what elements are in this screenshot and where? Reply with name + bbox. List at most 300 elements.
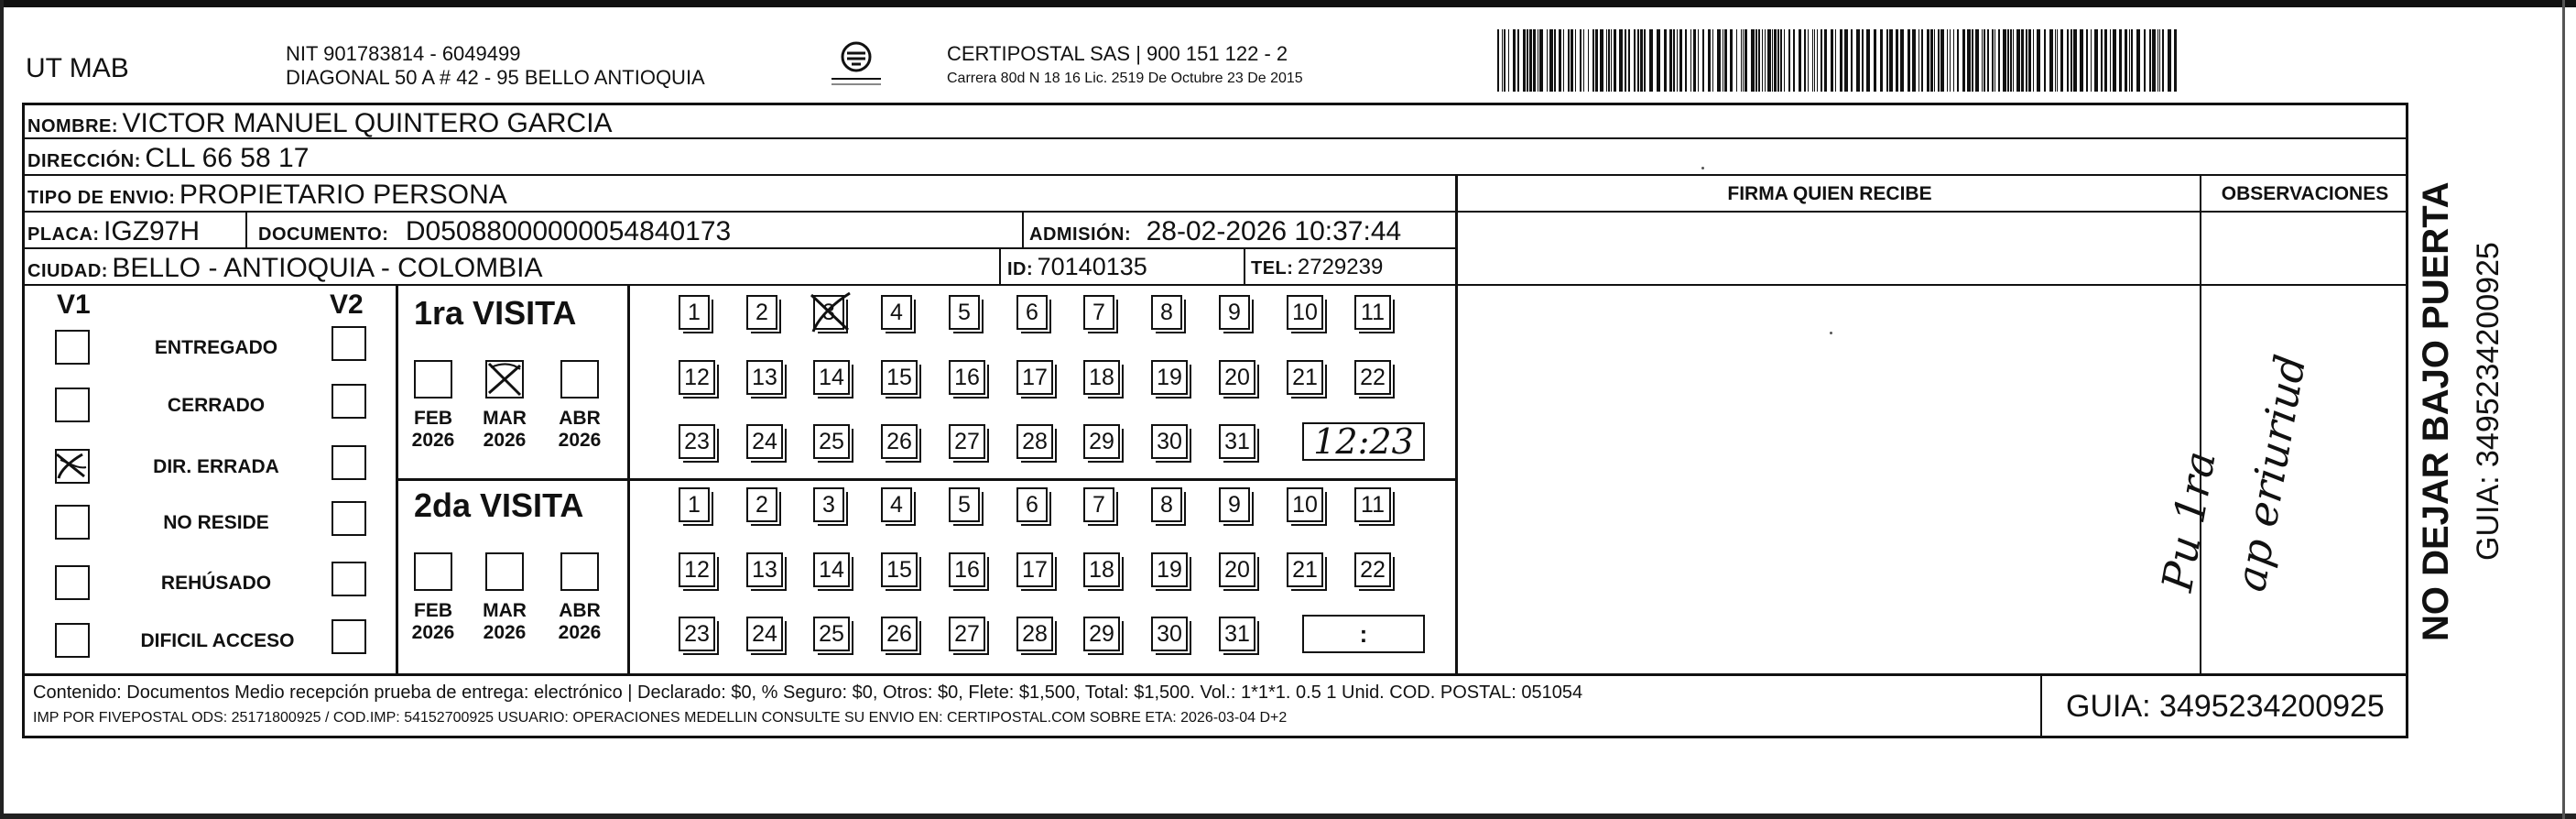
- day-box[interactable]: 8: [1151, 487, 1182, 522]
- direccion-label: DIRECCIÓN:: [27, 151, 141, 171]
- v2-checkbox[interactable]: [332, 384, 366, 419]
- barcode-bar: [2003, 29, 2006, 92]
- barcode-bar: [1762, 29, 1763, 92]
- documento-label: DOCUMENTO:: [258, 224, 389, 245]
- barcode-bar: [1527, 29, 1528, 92]
- day-box[interactable]: 8: [1151, 295, 1182, 330]
- admision-value: 28-02-2026 10:37:44: [1146, 216, 1402, 246]
- barcode-bar: [1927, 29, 1929, 92]
- barcode-bar: [1644, 29, 1646, 92]
- barcode-bar: [1784, 29, 1785, 92]
- v1-checkbox[interactable]: [55, 505, 90, 540]
- barcode-bar: [2057, 29, 2058, 92]
- day-box[interactable]: 21: [1287, 552, 1323, 587]
- day-box[interactable]: 16: [949, 360, 985, 395]
- barcode-bar: [2028, 29, 2031, 92]
- month-label: [406, 600, 461, 644]
- barcode-bar: [1856, 29, 1860, 92]
- day-box[interactable]: 22: [1354, 360, 1391, 395]
- barcode-bar: [2159, 29, 2160, 92]
- documento-value: D05088000000054840173: [405, 216, 732, 246]
- barcode-bar: [2129, 29, 2130, 92]
- barcode-bar: [1912, 29, 1916, 92]
- day-box[interactable]: 22: [1354, 552, 1391, 587]
- month-year: 2026: [558, 430, 602, 452]
- barcode-bar: [2044, 29, 2046, 92]
- barcode-bar: [1640, 29, 1643, 92]
- barcode-bar: [1559, 29, 1561, 92]
- month-label: [552, 408, 607, 452]
- barcode-bar: [1504, 29, 1505, 92]
- barcode-bar: [1698, 29, 1699, 92]
- month-name: MAR: [483, 408, 527, 429]
- barcode-bar: [2094, 29, 2098, 92]
- month-label: [477, 408, 532, 452]
- barcode-bar: [1947, 29, 1948, 92]
- barcode-bar: [1953, 29, 1954, 92]
- month-checkbox[interactable]: [485, 360, 524, 399]
- tipo-label: TIPO DE ENVIO:: [27, 188, 176, 208]
- barcode-bar: [1549, 29, 1553, 92]
- barcode-bar: [1972, 29, 1973, 92]
- barcode-bar: [1588, 29, 1589, 92]
- month-name: ABR: [559, 600, 601, 621]
- day-box[interactable]: 3: [813, 295, 844, 330]
- barcode-bar: [1741, 29, 1742, 92]
- barcode-bar: [1614, 29, 1616, 92]
- barcode-bar: [1568, 29, 1570, 92]
- month-label: [477, 600, 532, 644]
- barcode-bar: [1724, 29, 1727, 92]
- barcode-bar: [1994, 29, 1995, 92]
- barcode-bar: [1628, 29, 1630, 92]
- day-box[interactable]: 25: [813, 617, 850, 651]
- barcode-bar: [1934, 29, 1935, 92]
- barcode-bar: [2021, 29, 2024, 92]
- day-box[interactable]: 23: [679, 617, 715, 651]
- day-box[interactable]: 24: [746, 617, 783, 651]
- day-box[interactable]: 12: [679, 360, 715, 395]
- barcode-bar: [1862, 29, 1864, 92]
- status-option-label: DIFICIL ACCESO: [140, 630, 295, 651]
- day-box[interactable]: 5: [949, 487, 980, 522]
- barcode-bar: [1950, 29, 1951, 92]
- status-option-label: ENTREGADO: [154, 337, 278, 358]
- day-box[interactable]: 19: [1151, 360, 1188, 395]
- barcode-bar: [1608, 29, 1610, 92]
- barcode-bar: [1874, 29, 1876, 92]
- barcode-bar: [1957, 29, 1959, 92]
- barcode-bar: [1563, 29, 1564, 92]
- day-box[interactable]: 2: [746, 487, 777, 522]
- day-box[interactable]: 3: [813, 487, 844, 522]
- barcode-bar: [2136, 29, 2140, 92]
- barcode-bar: [1751, 29, 1755, 92]
- top-border: [0, 0, 2576, 7]
- month-year: 2026: [483, 430, 527, 452]
- day-box[interactable]: 23: [679, 424, 715, 459]
- barcode-bar: [1637, 29, 1639, 92]
- barcode-bar: [1702, 29, 1704, 92]
- barcode-bar: [1712, 29, 1713, 92]
- barcode-bar: [1502, 29, 1503, 92]
- barcode-bar: [2067, 29, 2069, 92]
- day-mark: [808, 289, 855, 340]
- day-box[interactable]: 9: [1219, 295, 1250, 330]
- signature-dot: [1830, 332, 1832, 334]
- footer-contenido: Contenido: Documentos Medio recepción prueba de entrega: electrónico | Declarado: $0, % Seguro: $0, Otros: $0, Flete: $1,500, Total: $1,500. Vol.: 1*1*1. 0.5 1 Unid. COD. POSTAL: 051054: [33, 682, 1583, 703]
- day-box[interactable]: 11: [1354, 295, 1391, 330]
- admision-label: ADMISIÓN:: [1029, 224, 1132, 245]
- barcode-bar: [1866, 29, 1870, 92]
- tel-row: [1251, 257, 1383, 278]
- barcode-bar: [1517, 29, 1519, 92]
- month-checkbox[interactable]: [485, 552, 524, 591]
- barcode-bar: [2131, 29, 2133, 92]
- ciudad-row: [27, 255, 543, 282]
- barcode-bar: [1592, 29, 1594, 92]
- barcode-bar: [2055, 29, 2056, 92]
- barcode-bar: [2086, 29, 2088, 92]
- v2-label: V2: [330, 289, 364, 320]
- day-box[interactable]: 2: [746, 295, 777, 330]
- month-name: ABR: [559, 408, 601, 429]
- barcode-bar: [1938, 29, 1940, 92]
- barcode-bar: [1940, 29, 1944, 92]
- day-box[interactable]: 26: [881, 424, 918, 459]
- barcode-bar: [1539, 29, 1543, 92]
- day-box[interactable]: 7: [1083, 487, 1114, 522]
- barcode-bar: [1896, 29, 1898, 92]
- company-address: DIAGONAL 50 A # 42 - 95 BELLO ANTIOQUIA: [286, 66, 705, 89]
- day-box[interactable]: 27: [949, 617, 985, 651]
- observation-handwriting-1: Pu 1ra: [2152, 447, 2225, 595]
- day-box[interactable]: 6: [1016, 487, 1048, 522]
- barcode-bar: [1772, 29, 1773, 92]
- barcode-bar: [2016, 29, 2020, 92]
- barcode-bar: [1900, 29, 1904, 92]
- barcode-bar: [2026, 29, 2027, 92]
- day-box[interactable]: 13: [746, 360, 783, 395]
- month-name: FEB: [414, 600, 452, 621]
- barcode-bar: [1793, 29, 1795, 92]
- barcode-bar: [1998, 29, 2000, 92]
- tel-label: TEL:: [1251, 258, 1294, 278]
- day-box[interactable]: 21: [1287, 360, 1323, 395]
- v1-checkbox[interactable]: [55, 330, 90, 365]
- tipo-row: [27, 181, 507, 209]
- barcode-bar: [1580, 29, 1581, 92]
- day-box[interactable]: 24: [746, 424, 783, 459]
- firma-label: FIRMA QUIEN RECIBE: [1727, 183, 1932, 204]
- barcode-bar: [1693, 29, 1696, 92]
- day-box[interactable]: 1: [679, 487, 710, 522]
- barcode-bar: [1774, 29, 1777, 92]
- day-box[interactable]: 4: [881, 295, 912, 330]
- month-label: [406, 408, 461, 452]
- barcode-bar: [1708, 29, 1711, 92]
- barcode-bar: [1575, 29, 1576, 92]
- barcode-bar: [1611, 29, 1612, 92]
- barcode-bar: [2013, 29, 2014, 92]
- barcode-bar: [2080, 29, 2083, 92]
- barcode-bar: [1817, 29, 1818, 92]
- barcode-bar: [1755, 29, 1757, 92]
- barcode-bar: [2110, 29, 2111, 92]
- barcode-bar: [1513, 29, 1516, 92]
- barcode-bar: [1880, 29, 1883, 92]
- barcode-bar: [1619, 29, 1623, 92]
- day-box[interactable]: 15: [881, 552, 918, 587]
- status-option-label: NO RESIDE: [163, 512, 269, 533]
- month-name: FEB: [414, 408, 452, 429]
- barcode-bar: [1765, 29, 1766, 92]
- barcode-bar: [1625, 29, 1626, 92]
- day-box[interactable]: 16: [949, 552, 985, 587]
- carrier-license: Carrera 80d N 18 16 Lic. 2519 De Octubre 23 De 2015: [947, 71, 1303, 86]
- barcode-bar: [1649, 29, 1653, 92]
- barcode-bar: [2101, 29, 2103, 92]
- barcode-bar: [1962, 29, 1965, 92]
- barcode-bar: [2125, 29, 2127, 92]
- barcode-bar: [1669, 29, 1672, 92]
- day-box[interactable]: 17: [1016, 360, 1053, 395]
- nombre-label: NOMBRE:: [27, 116, 119, 136]
- month-year: 2026: [558, 622, 602, 644]
- day-box[interactable]: 20: [1219, 552, 1255, 587]
- day-box[interactable]: 10: [1287, 295, 1323, 330]
- barcode-bar: [2152, 29, 2156, 92]
- barcode-bar: [1758, 29, 1760, 92]
- nombre-row: [27, 110, 613, 137]
- footer-imp: IMP POR FIVEPOSTAL ODS: 25171800925 / COD.IMP: 54152700925 USUARIO: OPERACIONES MEDELLIN CONSULTE SU ENVIO EN: CERTIPOSTAL.COM SOBRE ETA: 2026-03-04 D+2: [33, 710, 1288, 726]
- observaciones-label: OBSERVACIONES: [2221, 183, 2389, 204]
- day-box[interactable]: 31: [1219, 424, 1255, 459]
- barcode-bar: [1508, 29, 1509, 92]
- barcode-bar: [1679, 29, 1682, 92]
- direccion-value: CLL 66 58 17: [145, 143, 310, 173]
- v2-checkbox[interactable]: [332, 501, 366, 536]
- day-box[interactable]: 29: [1083, 617, 1120, 651]
- barcode-bar: [2144, 29, 2146, 92]
- barcode-bar: [1583, 29, 1584, 92]
- carrier-name: CERTIPOSTAL SAS | 900 151 122 - 2: [947, 42, 1288, 65]
- barcode-bar: [1987, 29, 1989, 92]
- v1-checkbox[interactable]: [55, 565, 90, 600]
- barcode-bar: [1908, 29, 1910, 92]
- day-box[interactable]: 28: [1016, 424, 1053, 459]
- status-option-label: CERRADO: [167, 395, 266, 416]
- barcode-bar: [1844, 29, 1848, 92]
- status-option-label: DIR. ERRADA: [153, 456, 279, 477]
- placa-row: [27, 218, 200, 246]
- placa-label: PLACA:: [27, 224, 100, 245]
- first-visit-title: 1ra VISITA: [414, 294, 577, 332]
- barcode: [1497, 29, 2179, 92]
- v1-checkbox[interactable]: [55, 388, 90, 422]
- day-box[interactable]: 18: [1083, 552, 1120, 587]
- company-nit: NIT 901783814 - 6049499: [286, 42, 521, 65]
- barcode-bar: [1840, 29, 1842, 92]
- second-visit-title: 2da VISITA: [414, 486, 584, 524]
- barcode-bar: [1992, 29, 1994, 92]
- day-box[interactable]: 9: [1219, 487, 1250, 522]
- tipo-value: PROPIETARIO PERSONA: [179, 180, 507, 210]
- barcode-bar: [1767, 29, 1771, 92]
- first-visit-time[interactable]: 12:23: [1302, 422, 1425, 461]
- day-box[interactable]: 12: [679, 552, 715, 587]
- day-box[interactable]: 18: [1083, 360, 1120, 395]
- barcode-bar: [2010, 29, 2012, 92]
- month-checkbox[interactable]: [560, 360, 599, 399]
- barcode-bar: [1984, 29, 1985, 92]
- ciudad-label: CIUDAD:: [27, 261, 108, 281]
- barcode-bar: [2091, 29, 2092, 92]
- month-year: 2026: [411, 430, 455, 452]
- documento-row: [258, 218, 731, 246]
- barcode-bar: [1780, 29, 1782, 92]
- month-name: MAR: [483, 600, 527, 621]
- day-box[interactable]: 13: [746, 552, 783, 587]
- barcode-bar: [1673, 29, 1675, 92]
- admision-row: [1029, 218, 1401, 246]
- barcode-bar: [1921, 29, 1923, 92]
- barcode-bar: [1804, 29, 1806, 92]
- barcode-bar: [2073, 29, 2077, 92]
- guia-vertical: GUIA: 3495234200925: [2471, 242, 2505, 561]
- barcode-bar: [1717, 29, 1721, 92]
- day-box[interactable]: 14: [813, 552, 850, 587]
- barcode-bar: [1600, 29, 1603, 92]
- barcode-bar: [2033, 29, 2034, 92]
- barcode-bar: [1736, 29, 1737, 92]
- barcode-bar: [1634, 29, 1636, 92]
- day-box[interactable]: 19: [1151, 552, 1188, 587]
- day-box[interactable]: 28: [1016, 617, 1053, 651]
- barcode-bar: [1606, 29, 1607, 92]
- day-box[interactable]: 11: [1354, 487, 1391, 522]
- barcode-bar: [1824, 29, 1827, 92]
- barcode-bar: [2037, 29, 2040, 92]
- day-box[interactable]: 30: [1151, 424, 1188, 459]
- barcode-bar: [1967, 29, 1971, 92]
- barcode-bar: [2113, 29, 2116, 92]
- day-box[interactable]: 25: [813, 424, 850, 459]
- nombre-value: VICTOR MANUEL QUINTERO GARCIA: [122, 108, 613, 138]
- barcode-bar: [1664, 29, 1667, 92]
- month-checkbox[interactable]: [560, 552, 599, 591]
- day-box[interactable]: 20: [1219, 360, 1255, 395]
- signature-dot: [1701, 167, 1704, 169]
- day-box[interactable]: 17: [1016, 552, 1053, 587]
- month-checkbox[interactable]: [414, 552, 452, 591]
- barcode-bar: [1523, 29, 1526, 92]
- day-box[interactable]: 5: [949, 295, 980, 330]
- month-year: 2026: [411, 622, 455, 644]
- barcode-bar: [1533, 29, 1536, 92]
- day-box[interactable]: 4: [881, 487, 912, 522]
- barcode-bar: [1685, 29, 1687, 92]
- id-label: ID:: [1007, 259, 1034, 279]
- barcode-bar: [2168, 29, 2171, 92]
- ciudad-value: BELLO - ANTIOQUIA - COLOMBIA: [112, 253, 543, 283]
- day-box[interactable]: 10: [1287, 487, 1323, 522]
- barcode-bar: [1529, 29, 1532, 92]
- barcode-bar: [1918, 29, 1919, 92]
- barcode-bar: [1812, 29, 1813, 92]
- day-box[interactable]: 7: [1083, 295, 1114, 330]
- day-box[interactable]: 14: [813, 360, 850, 395]
- second-visit-time[interactable]: :: [1302, 615, 1425, 653]
- barcode-bar: [1571, 29, 1573, 92]
- barcode-bar: [2162, 29, 2164, 92]
- barcode-bar: [1657, 29, 1660, 92]
- barcode-bar: [1788, 29, 1790, 92]
- v1-checkbox[interactable]: [55, 449, 90, 484]
- bottom-border: [0, 814, 2576, 819]
- barcode-bar: [1497, 29, 1499, 92]
- barcode-bar: [1743, 29, 1744, 92]
- footer-guia: GUIA: 3495234200925: [2066, 689, 2385, 724]
- company-name: UT MAB: [26, 53, 129, 83]
- barcode-bar: [2007, 29, 2009, 92]
- barcode-bar: [1808, 29, 1809, 92]
- v2-checkbox[interactable]: [332, 619, 366, 654]
- notice-vertical: NO DEJAR BAJO PUERTA: [2416, 181, 2456, 641]
- direccion-row: [27, 145, 309, 172]
- barcode-bar: [2174, 29, 2177, 92]
- barcode-bar: [1745, 29, 1747, 92]
- barcode-bar: [1835, 29, 1836, 92]
- barcode-bar: [2071, 29, 2072, 92]
- barcode-bar: [1777, 29, 1779, 92]
- barcode-bar: [1547, 29, 1548, 92]
- day-box[interactable]: 1: [679, 295, 710, 330]
- v1-checkbox[interactable]: [55, 623, 90, 658]
- barcode-bar: [2060, 29, 2063, 92]
- barcode-bar: [2049, 29, 2053, 92]
- day-box[interactable]: 30: [1151, 617, 1188, 651]
- day-box[interactable]: 27: [949, 424, 985, 459]
- barcode-bar: [1831, 29, 1833, 92]
- barcode-bar: [1730, 29, 1733, 92]
- placa-value: IGZ97H: [103, 216, 201, 246]
- day-box[interactable]: 29: [1083, 424, 1120, 459]
- v2-checkbox[interactable]: [332, 326, 366, 361]
- day-box[interactable]: 15: [881, 360, 918, 395]
- day-box[interactable]: 31: [1219, 617, 1255, 651]
- id-row: [1007, 255, 1147, 279]
- barcode-bar: [1889, 29, 1893, 92]
- month-label: [552, 600, 607, 644]
- v2-checkbox[interactable]: [332, 562, 366, 596]
- barcode-bar: [1975, 29, 1979, 92]
- barcode-bar: [1930, 29, 1933, 92]
- barcode-bar: [1821, 29, 1822, 92]
- barcode-bar: [2119, 29, 2122, 92]
- left-border: [0, 0, 4, 819]
- observation-handwriting-2: ap eriuriud: [2225, 351, 2316, 595]
- barcode-bar: [1814, 29, 1815, 92]
- id-value: 70140135: [1037, 253, 1147, 280]
- month-checkbox[interactable]: [414, 360, 452, 399]
- v2-checkbox[interactable]: [332, 445, 366, 480]
- tel-value: 2729239: [1297, 255, 1384, 279]
- barcode-bar: [2104, 29, 2107, 92]
- day-box[interactable]: 6: [1016, 295, 1048, 330]
- barcode-bar: [1982, 29, 1983, 92]
- day-box[interactable]: 26: [881, 617, 918, 651]
